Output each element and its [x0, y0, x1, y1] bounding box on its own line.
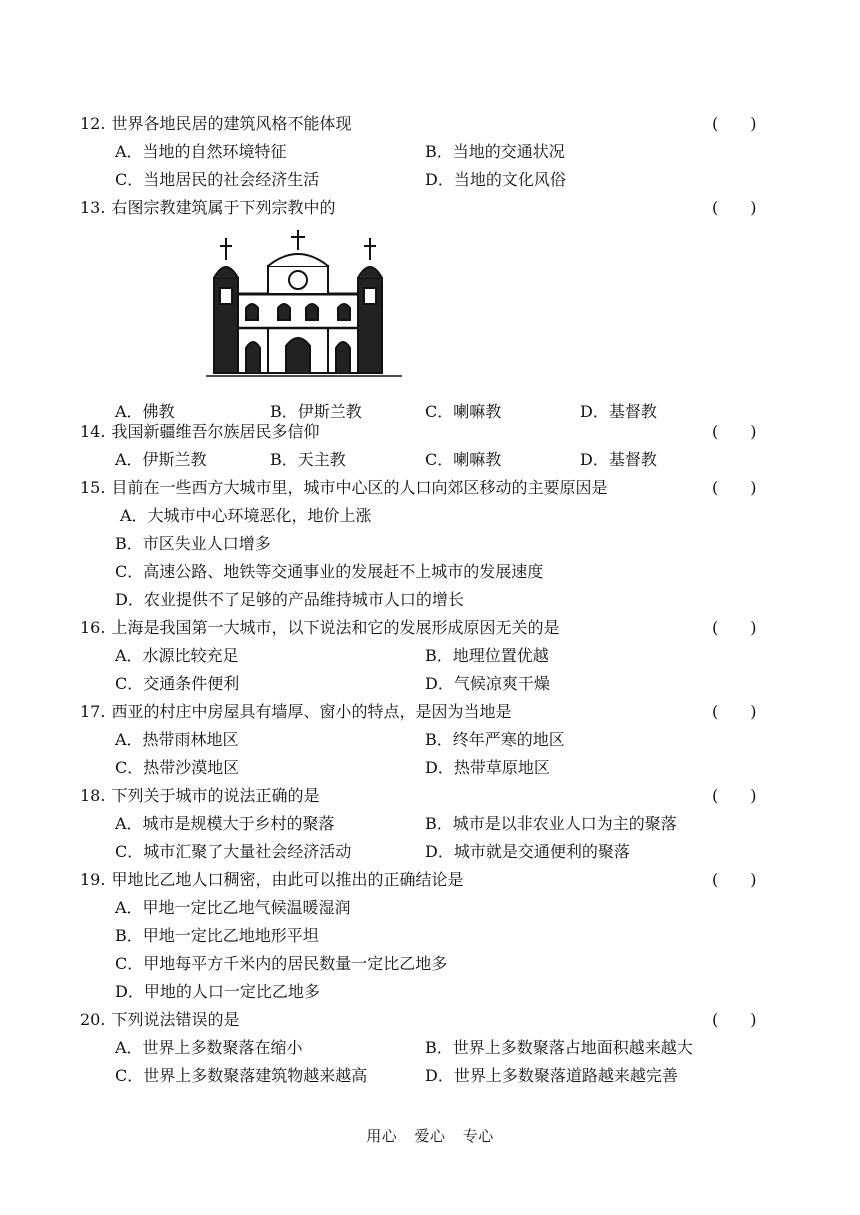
- question-stem: 16. 上海是我国第一大城市，以下说法和它的发展形成原因无关的是: [80, 618, 560, 637]
- question-20: [0, 1006, 860, 1090]
- option-c: C．城市汇聚了大量社会经济活动: [115, 842, 352, 861]
- question-19: [0, 866, 860, 1006]
- answer-bracket: ( ): [712, 786, 757, 805]
- option-d: D．气候凉爽干燥: [425, 674, 550, 693]
- option-d: D．基督教: [580, 450, 657, 469]
- page-footer: [0, 1125, 860, 1146]
- option-a: A．热带雨林地区: [115, 730, 239, 749]
- option-d: D．热带草原地区: [425, 758, 550, 777]
- footer-word: 专心: [462, 1127, 494, 1145]
- option-b: B．城市是以非农业人口为主的聚落: [425, 814, 677, 833]
- option-a: A．佛教: [115, 402, 175, 421]
- option-d: D．基督教: [580, 402, 657, 421]
- option-a: A．甲地一定比乙地气候温暖湿润: [115, 898, 351, 917]
- question-18: [0, 782, 860, 866]
- question-stem: 13. 右图宗教建筑属于下列宗教中的: [80, 198, 336, 217]
- question-stem: 18. 下列关于城市的说法正确的是: [80, 786, 320, 805]
- option-c: C．热带沙漠地区: [115, 758, 240, 777]
- option-a: A．水源比较充足: [115, 646, 239, 665]
- option-c: C．喇嘛教: [425, 402, 502, 421]
- question-17: [0, 698, 860, 782]
- option-b: B．市区失业人口增多: [115, 534, 271, 553]
- option-c: C．甲地每平方千米内的居民数量一定比乙地多: [115, 954, 448, 973]
- question-12: [0, 110, 860, 194]
- option-a: A．大城市中心环境恶化，地价上涨: [120, 506, 372, 525]
- question-14: [0, 418, 860, 474]
- option-a: A．伊斯兰教: [115, 450, 207, 469]
- answer-bracket: ( ): [712, 618, 757, 637]
- church-figure: [0, 222, 860, 398]
- option-b: B．伊斯兰教: [270, 402, 362, 421]
- question-15: [0, 474, 860, 614]
- footer-word: 爱心: [414, 1127, 446, 1145]
- option-b: B．终年严寒的地区: [425, 730, 565, 749]
- option-d: D．世界上多数聚落道路越来越完善: [425, 1066, 678, 1085]
- option-c: C．当地居民的社会经济生活: [115, 170, 320, 189]
- option-c: C．喇嘛教: [425, 450, 502, 469]
- option-c: C．高速公路、地铁等交通事业的发展赶不上城市的发展速度: [115, 562, 544, 581]
- answer-bracket: ( ): [712, 478, 757, 497]
- answer-bracket: ( ): [712, 870, 757, 889]
- question-stem: 12. 世界各地民居的建筑风格不能体现: [80, 114, 352, 133]
- option-b: B．世界上多数聚落占地面积越来越大: [425, 1038, 693, 1057]
- question-stem: 20. 下列说法错误的是: [80, 1010, 240, 1029]
- answer-bracket: ( ): [712, 702, 757, 721]
- option-d: D．农业提供不了足够的产品维持城市人口的增长: [115, 590, 464, 609]
- option-d: D．城市就是交通便利的聚落: [425, 842, 630, 861]
- footer-word: 用心: [366, 1127, 398, 1145]
- question-13: [0, 194, 860, 426]
- answer-bracket: ( ): [712, 422, 757, 441]
- question-stem: 17. 西亚的村庄中房屋具有墙厚、窗小的特点，是因为当地是: [80, 702, 512, 721]
- question-16: [0, 614, 860, 698]
- option-c: C．世界上多数聚落建筑物越来越高: [115, 1066, 368, 1085]
- answer-bracket: ( ): [712, 198, 757, 217]
- question-stem: 15. 目前在一些西方大城市里，城市中心区的人口向郊区移动的主要原因是: [80, 478, 608, 497]
- question-stem: 19. 甲地比乙地人口稠密，由此可以推出的正确结论是: [80, 870, 464, 889]
- option-a: A．当地的自然环境特征: [115, 142, 287, 161]
- option-b: B．地理位置优越: [425, 646, 549, 665]
- option-a: A．城市是规模大于乡村的聚落: [115, 814, 335, 833]
- option-a: A．世界上多数聚落在缩小: [115, 1038, 303, 1057]
- church-illustration: [206, 228, 402, 384]
- option-b: B．当地的交通状况: [425, 142, 565, 161]
- question-stem: 14. 我国新疆维吾尔族居民多信仰: [80, 422, 320, 441]
- option-d: D．当地的文化风俗: [425, 170, 566, 189]
- option-b: B．天主教: [270, 450, 346, 469]
- option-d: D．甲地的人口一定比乙地多: [115, 982, 320, 1001]
- option-b: B．甲地一定比乙地地形平坦: [115, 926, 319, 945]
- answer-bracket: ( ): [712, 114, 757, 133]
- answer-bracket: ( ): [712, 1010, 757, 1029]
- option-c: C．交通条件便利: [115, 674, 240, 693]
